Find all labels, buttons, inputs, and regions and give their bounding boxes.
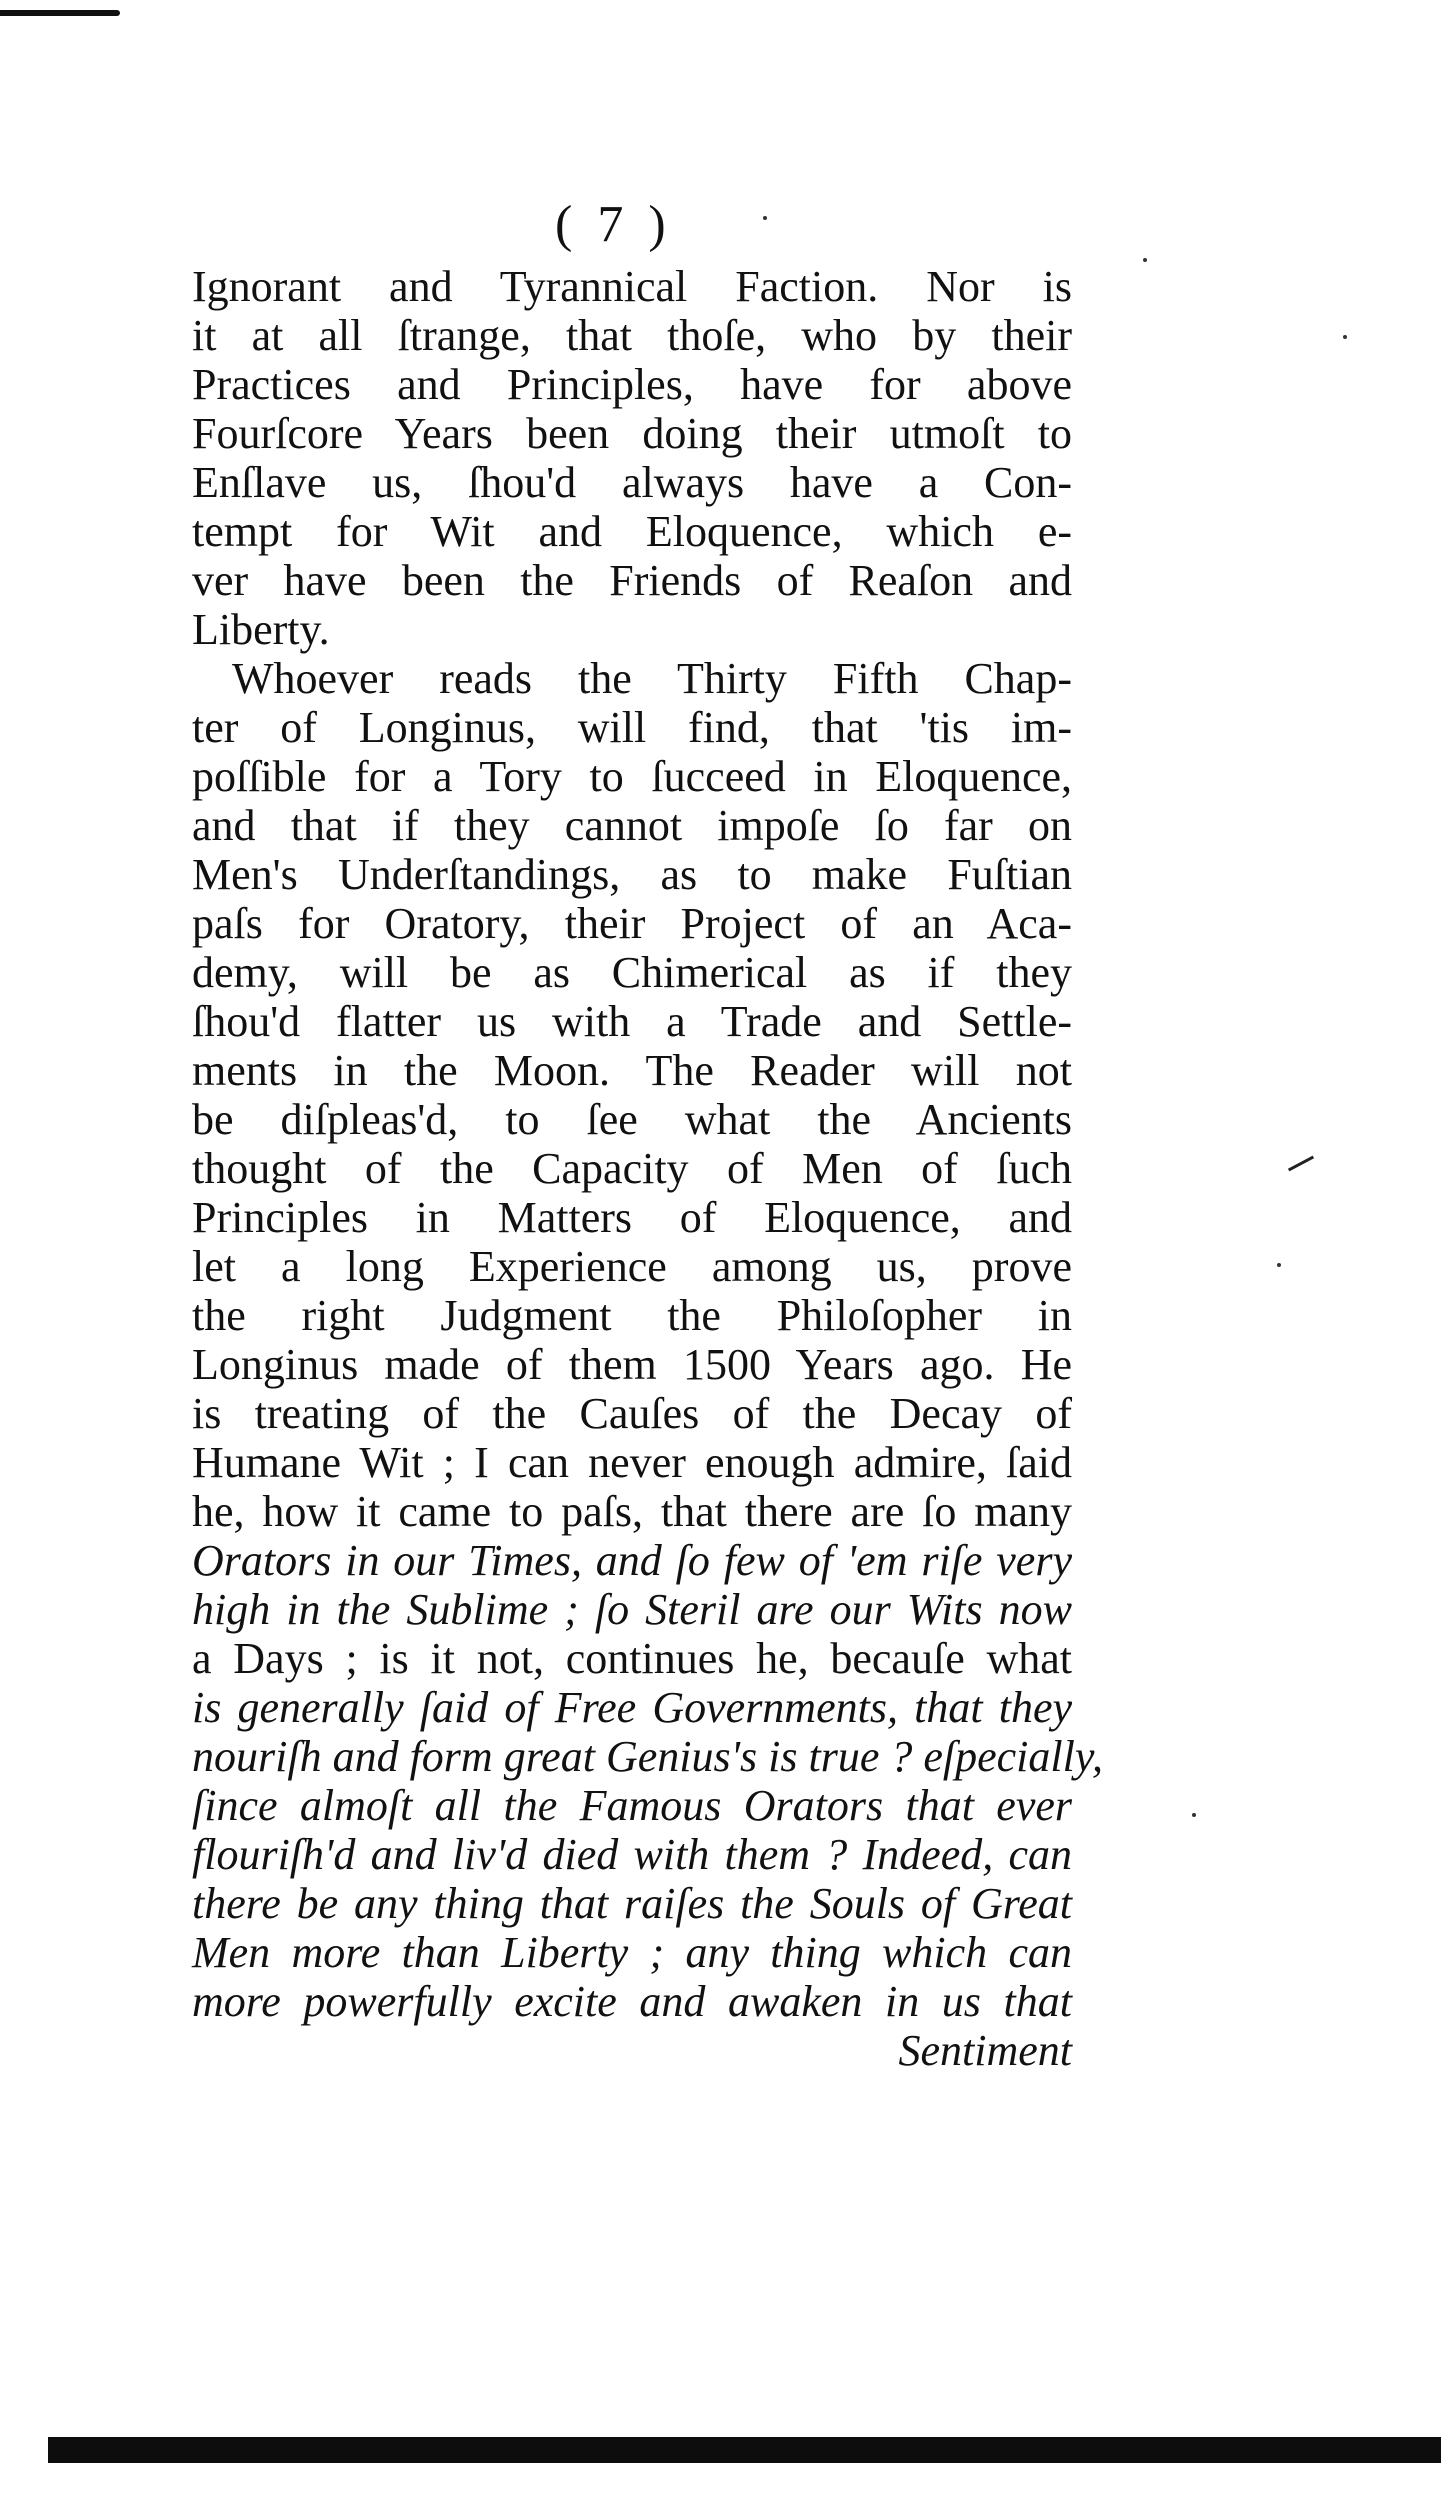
catchword: Sentiment — [898, 2026, 1072, 2075]
text-line: Orators in our Times, and ſo few of 'em riſe very — [192, 1536, 1072, 1585]
text-line: a Days ; is it not, continues he, becauſe what — [192, 1634, 1072, 1683]
text-line: ter of Longinus, will find, that 'tis im- — [192, 703, 1072, 752]
text-line: Liberty. — [192, 605, 330, 654]
text-line: ver have been the Friends of Reaſon and — [192, 556, 1072, 605]
text-line: Ignorant and Tyrannical Faction. Nor is — [192, 262, 1072, 311]
text-line: ſhou'd flatter us with a Trade and Settle- — [192, 997, 1072, 1046]
text-line: he, how it came to paſs, that there are ſo many — [192, 1487, 1072, 1536]
text-line: tempt for Wit and Eloquence, which e- — [192, 507, 1072, 556]
margin-mark — [1288, 1156, 1314, 1172]
text-line: Whoever reads the Thirty Fifth Chap- — [232, 654, 1072, 703]
speck — [1143, 258, 1147, 262]
text-line: more powerfully excite and awaken in us that — [192, 1977, 1072, 2026]
text-line: nouriſh and form great Genius's is true ? eſpecially, — [192, 1732, 1103, 1781]
body-text — [192, 262, 1103, 2075]
bottom-edge-rule — [48, 2437, 1441, 2463]
page-number: ( 7 ) — [555, 196, 672, 253]
text-line: ſince almoſt all the Famous Orators that ever — [192, 1781, 1072, 1830]
speck — [1192, 1813, 1196, 1817]
text-line: Men's Underſtandings, as to make Fuſtian — [192, 850, 1072, 899]
text-line: Men more than Liberty ; any thing which can — [192, 1928, 1072, 1977]
text-line: is treating of the Cauſes of the Decay of — [192, 1389, 1072, 1438]
text-line: ments in the Moon. The Reader will not — [192, 1046, 1072, 1095]
text-line: there be any thing that raiſes the Souls of Great — [192, 1879, 1072, 1928]
text-line: flouriſh'd and liv'd died with them ? Indeed, can — [192, 1830, 1072, 1879]
text-line: poſſible for a Tory to ſucceed in Eloquence, — [192, 752, 1072, 801]
text-line: let a long Experience among us, prove — [192, 1242, 1072, 1291]
text-line: the right Judgment the Philoſopher in — [192, 1291, 1072, 1340]
text-line: paſs for Oratory, their Project of an Aca- — [192, 899, 1072, 948]
text-line: Principles in Matters of Eloquence, and — [192, 1193, 1072, 1242]
text-line: it at all ſtrange, that thoſe, who by their — [192, 311, 1072, 360]
text-line: be diſpleas'd, to ſee what the Ancients — [192, 1095, 1072, 1144]
text-line: Enſlave us, ſhou'd always have a Con- — [192, 458, 1072, 507]
text-line: Practices and Principles, have for above — [192, 360, 1072, 409]
text-line: thought of the Capacity of Men of ſuch — [192, 1144, 1072, 1193]
text-line: demy, will be as Chimerical as if they — [192, 948, 1072, 997]
text-line: is generally ſaid of Free Governments, that they — [192, 1683, 1072, 1732]
top-edge-rule — [0, 10, 120, 16]
text-line: Fourſcore Years been doing their utmoſt to — [192, 409, 1072, 458]
text-line: high in the Sublime ; ſo Steril are our Wits now — [192, 1585, 1072, 1634]
text-line: and that if they cannot impoſe ſo far on — [192, 801, 1072, 850]
text-line: Longinus made of them 1500 Years ago. He — [192, 1340, 1072, 1389]
speck — [1277, 1263, 1281, 1267]
speck — [1343, 335, 1347, 339]
text-line: Humane Wit ; I can never enough admire, ſaid — [192, 1438, 1072, 1487]
speck — [763, 216, 767, 220]
